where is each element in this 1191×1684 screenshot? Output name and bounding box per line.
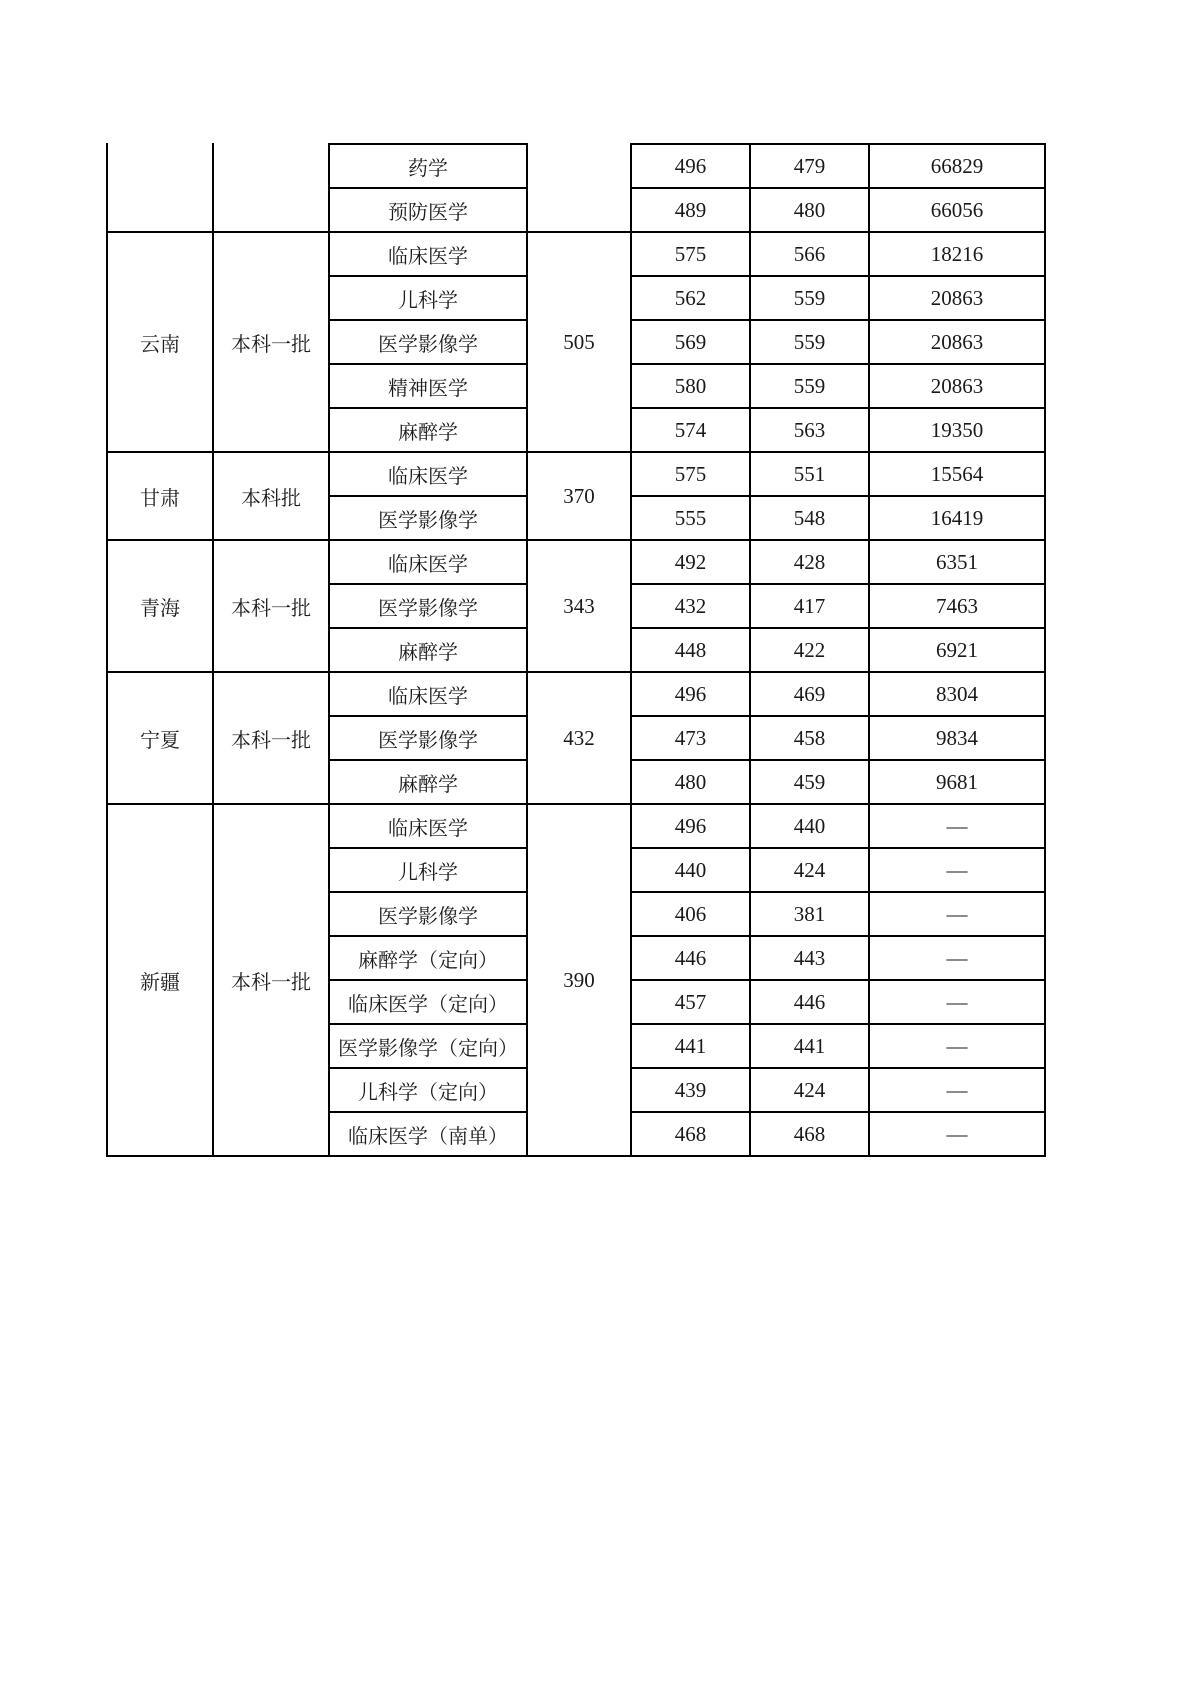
row-divider	[328, 143, 528, 145]
max-score-cell: 446	[674, 945, 707, 970]
control-line-cell: 505	[563, 329, 595, 354]
major-cell: 医学影像学	[378, 507, 478, 532]
min-score-cell: 458	[793, 725, 826, 750]
min-score-cell: 559	[793, 285, 826, 310]
min-score-cell: 417	[793, 593, 826, 618]
max-score-cell: 468	[674, 1121, 707, 1146]
max-score-cell: 496	[674, 681, 707, 706]
major-cell: 医学影像学（定向）	[338, 1035, 518, 1060]
rank-cell: 20863	[930, 285, 984, 310]
major-cell: 临床医学	[388, 815, 468, 840]
min-score-cell: 424	[793, 1077, 826, 1102]
row-divider	[630, 407, 1046, 409]
max-score-cell: 492	[674, 549, 707, 574]
column-divider	[749, 143, 751, 1157]
rank-cell: 20863	[930, 373, 984, 398]
max-score-cell: 574	[674, 417, 707, 442]
rank-cell: 19350	[930, 417, 984, 442]
rank-cell: 66056	[930, 197, 984, 222]
min-score-cell: 480	[793, 197, 826, 222]
major-cell: 麻醉学	[398, 771, 458, 796]
rank-cell: —	[946, 813, 968, 838]
min-score-cell: 468	[793, 1121, 826, 1146]
rank-cell: —	[946, 901, 968, 926]
major-cell: 儿科学	[398, 287, 458, 312]
province-cell: 青海	[140, 595, 180, 620]
max-score-cell: 489	[674, 197, 707, 222]
max-score-cell: 562	[674, 285, 707, 310]
column-divider	[526, 143, 528, 1157]
row-divider	[630, 935, 1046, 937]
major-cell: 临床医学（南单）	[348, 1123, 508, 1148]
row-divider	[328, 275, 528, 277]
province-cell: 新疆	[140, 969, 180, 994]
max-score-cell: 406	[674, 901, 707, 926]
rank-cell: —	[946, 1077, 968, 1102]
min-score-cell: 459	[793, 769, 826, 794]
max-score-cell: 575	[674, 241, 707, 266]
column-divider	[1044, 143, 1046, 1157]
min-score-cell: 446	[793, 989, 826, 1014]
rank-cell: —	[946, 857, 968, 882]
max-score-cell: 580	[674, 373, 707, 398]
min-score-cell: 479	[793, 153, 826, 178]
major-cell: 麻醉学（定向）	[358, 947, 498, 972]
row-divider	[328, 583, 528, 585]
rank-cell: 18216	[930, 241, 984, 266]
rank-cell: 6351	[936, 549, 978, 574]
control-line-cell: 370	[563, 483, 595, 508]
major-cell: 医学影像学	[378, 595, 478, 620]
max-score-cell: 555	[674, 505, 707, 530]
column-divider	[328, 143, 330, 1157]
min-score-cell: 440	[793, 813, 826, 838]
major-cell: 临床医学	[388, 683, 468, 708]
row-divider	[328, 363, 528, 365]
rank-cell: 7463	[936, 593, 978, 618]
row-divider	[630, 891, 1046, 893]
batch-cell: 本科批	[241, 485, 301, 510]
max-score-cell: 440	[674, 857, 707, 882]
rank-cell: 66829	[930, 153, 984, 178]
batch-cell: 本科一批	[231, 969, 311, 994]
row-divider	[630, 363, 1046, 365]
major-cell: 医学影像学	[378, 903, 478, 928]
rank-cell: 15564	[930, 461, 984, 486]
column-divider	[868, 143, 870, 1157]
row-divider	[630, 1111, 1046, 1113]
batch-cell: 本科一批	[231, 595, 311, 620]
row-divider	[328, 187, 528, 189]
rank-cell: 9834	[936, 725, 978, 750]
row-divider	[630, 275, 1046, 277]
control-line-cell: 432	[563, 725, 595, 750]
rank-cell: 20863	[930, 329, 984, 354]
column-divider	[106, 143, 108, 1157]
min-score-cell: 422	[793, 637, 826, 662]
row-divider	[328, 715, 528, 717]
row-divider	[630, 627, 1046, 629]
max-score-cell: 496	[674, 813, 707, 838]
row-divider	[328, 407, 528, 409]
major-cell: 医学影像学	[378, 331, 478, 356]
rank-cell: 8304	[936, 681, 978, 706]
batch-cell: 本科一批	[231, 331, 311, 356]
row-divider	[630, 715, 1046, 717]
min-score-cell: 381	[793, 901, 826, 926]
min-score-cell: 559	[793, 373, 826, 398]
row-divider	[328, 627, 528, 629]
major-cell: 麻醉学	[398, 639, 458, 664]
max-score-cell: 432	[674, 593, 707, 618]
batch-cell: 本科一批	[231, 727, 311, 752]
major-cell: 药学	[408, 155, 448, 180]
province-cell: 宁夏	[140, 727, 180, 752]
min-score-cell: 424	[793, 857, 826, 882]
province-cell: 云南	[140, 331, 180, 356]
row-divider	[630, 979, 1046, 981]
column-divider	[212, 143, 214, 1157]
max-score-cell: 457	[674, 989, 707, 1014]
max-score-cell: 439	[674, 1077, 707, 1102]
min-score-cell: 441	[793, 1033, 826, 1058]
rank-cell: —	[946, 1121, 968, 1146]
major-cell: 预防医学	[388, 199, 468, 224]
row-divider	[328, 319, 528, 321]
min-score-cell: 428	[793, 549, 826, 574]
major-cell: 儿科学（定向）	[358, 1079, 498, 1104]
row-divider	[328, 979, 528, 981]
min-score-cell: 551	[793, 461, 826, 486]
row-divider	[630, 583, 1046, 585]
rank-cell: —	[946, 1033, 968, 1058]
min-score-cell: 443	[793, 945, 826, 970]
min-score-cell: 559	[793, 329, 826, 354]
row-divider	[630, 187, 1046, 189]
row-divider	[328, 1023, 528, 1025]
rank-cell: 6921	[936, 637, 978, 662]
major-cell: 临床医学（定向）	[348, 991, 508, 1016]
major-cell: 医学影像学	[378, 727, 478, 752]
max-score-cell: 448	[674, 637, 707, 662]
row-divider	[328, 759, 528, 761]
rank-cell: —	[946, 945, 968, 970]
row-divider	[328, 1067, 528, 1069]
max-score-cell: 575	[674, 461, 707, 486]
province-cell: 甘肃	[140, 485, 180, 510]
row-divider	[106, 1155, 1046, 1157]
column-divider	[630, 143, 632, 1157]
row-divider	[328, 935, 528, 937]
max-score-cell: 569	[674, 329, 707, 354]
min-score-cell: 563	[793, 417, 826, 442]
row-divider	[328, 891, 528, 893]
max-score-cell: 480	[674, 769, 707, 794]
row-divider	[328, 495, 528, 497]
min-score-cell: 566	[793, 241, 826, 266]
row-divider	[328, 847, 528, 849]
control-line-cell: 343	[563, 593, 595, 618]
row-divider	[630, 495, 1046, 497]
rank-cell: 9681	[936, 769, 978, 794]
max-score-cell: 473	[674, 725, 707, 750]
major-cell: 临床医学	[388, 463, 468, 488]
max-score-cell: 441	[674, 1033, 707, 1058]
row-divider	[328, 1111, 528, 1113]
major-cell: 精神医学	[388, 375, 468, 400]
min-score-cell: 548	[793, 505, 826, 530]
row-divider	[630, 1067, 1046, 1069]
row-divider	[630, 1023, 1046, 1025]
rank-cell: 16419	[930, 505, 984, 530]
min-score-cell: 469	[793, 681, 826, 706]
row-divider	[630, 143, 1046, 145]
max-score-cell: 496	[674, 153, 707, 178]
major-cell: 儿科学	[398, 859, 458, 884]
row-divider	[630, 759, 1046, 761]
major-cell: 临床医学	[388, 243, 468, 268]
rank-cell: —	[946, 989, 968, 1014]
row-divider	[630, 319, 1046, 321]
control-line-cell: 390	[563, 967, 595, 992]
row-divider	[630, 847, 1046, 849]
major-cell: 临床医学	[388, 551, 468, 576]
major-cell: 麻醉学	[398, 419, 458, 444]
